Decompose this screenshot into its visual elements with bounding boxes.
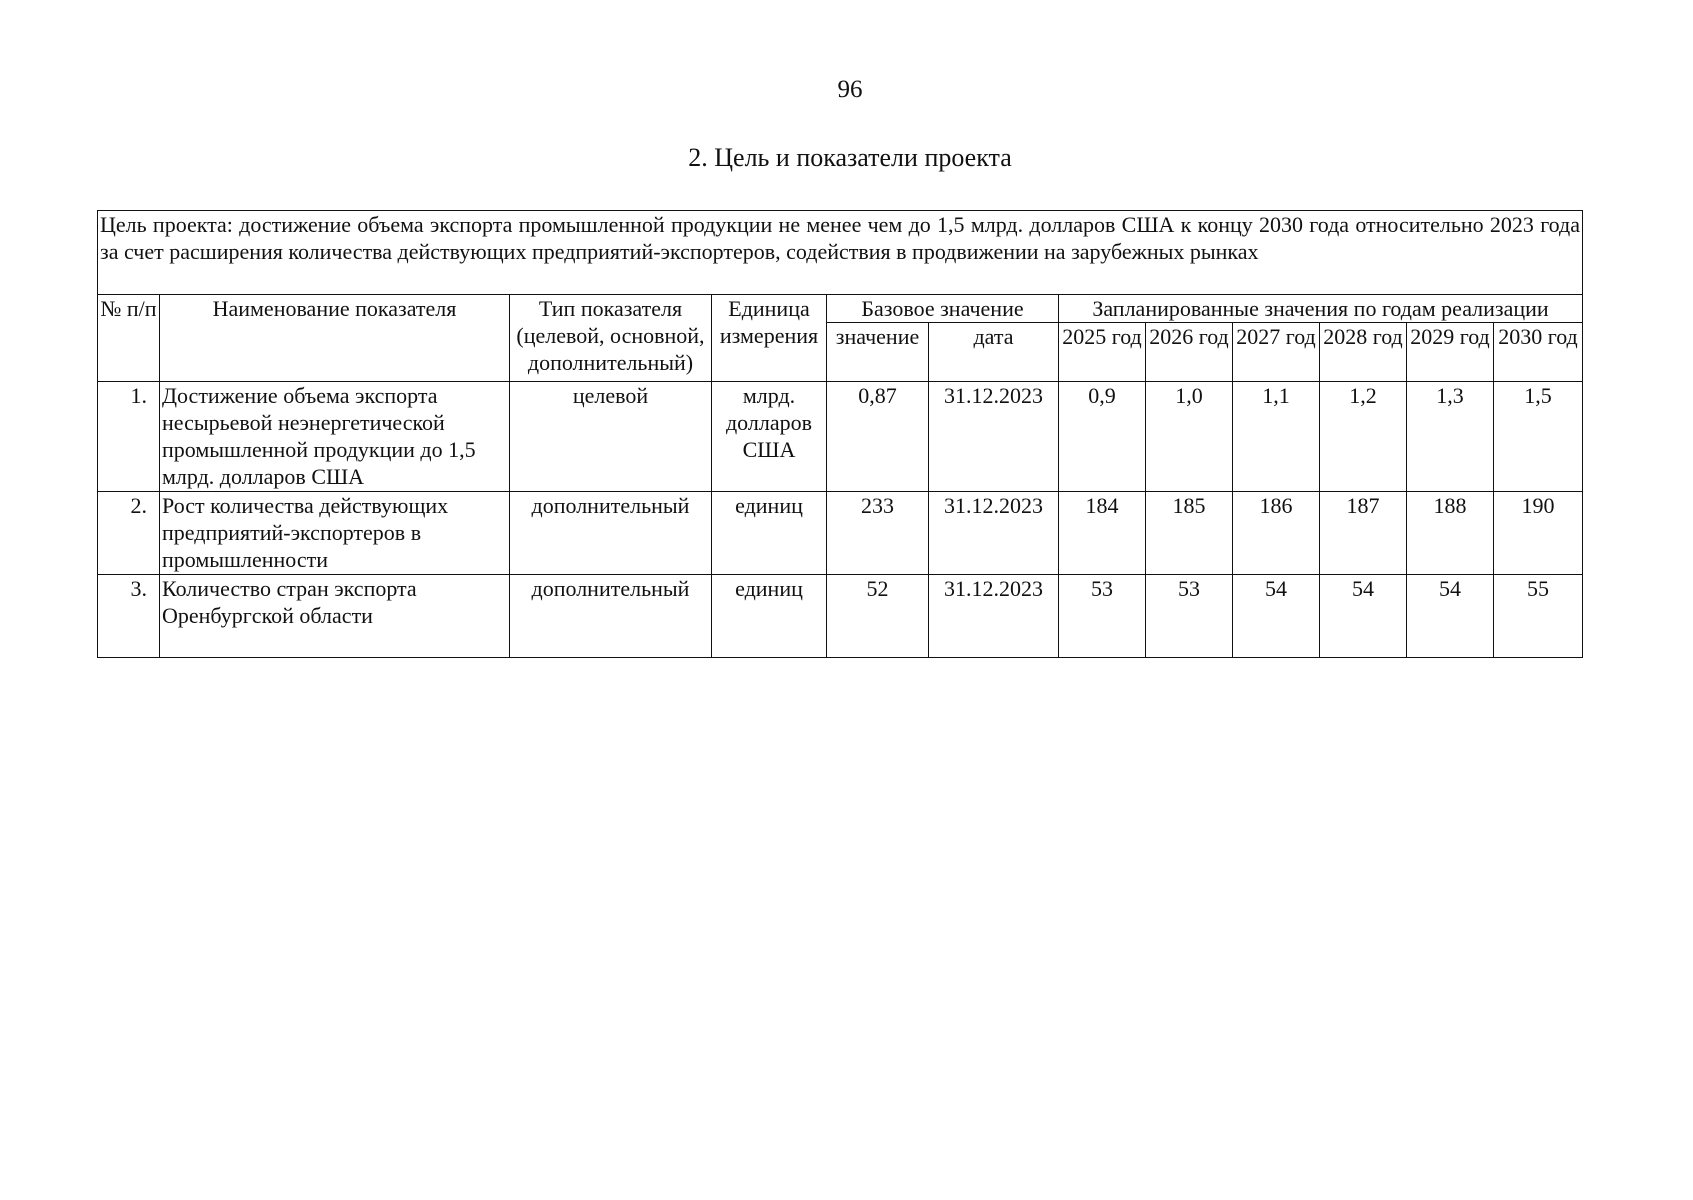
row-name: Рост количества действующих предприятий-экспортеров в промышленности xyxy=(160,492,510,575)
project-goal: Цель проекта: достижение объема экспорта промышленной продукции не менее чем до 1,5 млрд. долларов США к концу 2030 года относительно 2023 года за счет расширения количества действующих предприятий-экспортеров, содействия в продвижении на зарубежных рынках xyxy=(98,211,1583,295)
row-year-value: 188 xyxy=(1407,492,1494,575)
page-number: 96 xyxy=(837,76,863,103)
row-year-value: 190 xyxy=(1494,492,1583,575)
row-base-value: 233 xyxy=(827,492,929,575)
header-year: 2030 год xyxy=(1494,323,1583,382)
row-year-value: 53 xyxy=(1059,575,1146,658)
row-year-value: 187 xyxy=(1320,492,1407,575)
row-num: 3. xyxy=(98,575,160,658)
header-base-date: дата xyxy=(929,323,1059,382)
header-planned: Запланированные значения по годам реализации xyxy=(1059,295,1583,323)
row-year-value: 55 xyxy=(1494,575,1583,658)
header-base: Базовое значение xyxy=(827,295,1059,323)
table-row xyxy=(98,382,1583,492)
row-year-value: 184 xyxy=(1059,492,1146,575)
row-year-value: 54 xyxy=(1407,575,1494,658)
row-num: 2. xyxy=(98,492,160,575)
row-base-date: 31.12.2023 xyxy=(929,382,1059,492)
row-year-value: 186 xyxy=(1233,492,1320,575)
row-year-value: 1,2 xyxy=(1320,382,1407,492)
row-num: 1. xyxy=(98,382,160,492)
header-year: 2025 год xyxy=(1059,323,1146,382)
row-type: дополнительный xyxy=(510,492,712,575)
header-year: 2028 год xyxy=(1320,323,1407,382)
row-base-date: 31.12.2023 xyxy=(929,492,1059,575)
header-num: № п/п xyxy=(98,295,160,382)
header-name: Наименование показателя xyxy=(160,295,510,382)
row-year-value: 185 xyxy=(1146,492,1233,575)
row-unit: единиц xyxy=(712,575,827,658)
header-type: Тип показателя (целевой, основной, дополнительный) xyxy=(510,295,712,382)
row-year-value: 53 xyxy=(1146,575,1233,658)
row-year-value: 1,3 xyxy=(1407,382,1494,492)
indicators-table xyxy=(97,210,1583,658)
header-unit: Единица измерения xyxy=(712,295,827,382)
header-row xyxy=(98,295,1583,323)
row-base-date: 31.12.2023 xyxy=(929,575,1059,658)
row-base-value: 52 xyxy=(827,575,929,658)
row-name: Достижение объема экспорта несырьевой неэнергетической промышленной продукции до 1,5 млрд. долларов США xyxy=(160,382,510,492)
row-year-value: 1,0 xyxy=(1146,382,1233,492)
row-unit: млрд. долларов США xyxy=(712,382,827,492)
section-title: 2. Цель и показатели проекта xyxy=(688,143,1012,172)
row-type: целевой xyxy=(510,382,712,492)
row-year-value: 1,5 xyxy=(1494,382,1583,492)
header-year: 2026 год xyxy=(1146,323,1233,382)
row-name: Количество стран экспорта Оренбургской области xyxy=(160,575,510,658)
header-year: 2027 год xyxy=(1233,323,1320,382)
table-row xyxy=(98,575,1583,658)
row-unit: единиц xyxy=(712,492,827,575)
row-base-value: 0,87 xyxy=(827,382,929,492)
row-year-value: 54 xyxy=(1233,575,1320,658)
row-year-value: 54 xyxy=(1320,575,1407,658)
indicators-table-container xyxy=(97,210,1582,658)
row-type: дополнительный xyxy=(510,575,712,658)
header-base-value: значение xyxy=(827,323,929,382)
goal-row xyxy=(98,211,1583,295)
row-year-value: 1,1 xyxy=(1233,382,1320,492)
header-year: 2029 год xyxy=(1407,323,1494,382)
row-year-value: 0,9 xyxy=(1059,382,1146,492)
table-row xyxy=(98,492,1583,575)
